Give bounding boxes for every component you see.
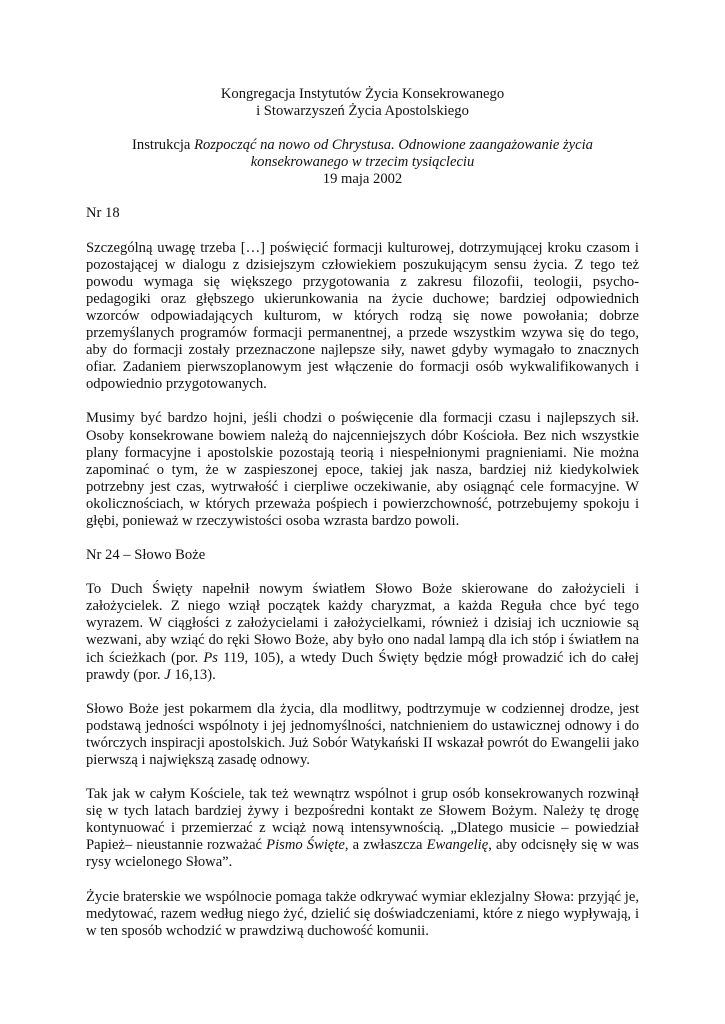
document-date: 19 maja 2002 [322,171,403,188]
organization-name-line-2: i Stowarzyszeń Życia Apostolskiego [256,103,469,120]
psalm-reference: Ps [203,649,218,666]
document-page [86,86,639,940]
document-title-line-1 [86,137,639,154]
section-label-nr24: Nr 24 – Słowo Boże [86,547,206,564]
nr18-paragraph-1: Szczególną uwagę trzeba […] poświęcić formacji kulturowej, dotrzymującej kroku czasom i pozostającej w dialogu z dzisiejszym człowiekiem poszukującym sensu życia. Z tego też powodu wymaga się większego przygotowania z zakresu filozofii, teologii, psycho-pedagogiki oraz głębszego ukierunkowania na życie duchowe; bardziej odpowiednich wzorców odpowiadających kulturom, w których rodzą się nowe powołania; dobrze przemyślanych programów formacji permanentnej, a przede wszystkim wzywa się do tego, aby do formacji zostały przeznaczone najlepsze siły, nawet gdyby wymagało to znacznych ofiar. Zadaniem pierwszoplanowym jest włączenie do formacji osób wykwalifikowanych i odpowiednio przygotowanych. [86,239,639,393]
nr24-paragraph-4: Życie braterskie we wspólnocie pomaga także odkrywać wymiar eklezjalny Słowa: przyjąć je, medytować, razem według niego żyć, dzielić się doświadczeniami, które z niego wypływają, i w ten sposób wchodzić w prawdziwą duchowość komunii. [86,888,639,939]
document-title-line-2 [86,154,639,171]
ewangelie-italic: Ewangelię [426,837,489,854]
document-header [86,86,639,188]
nr24-paragraph-3 [86,786,639,871]
nr24-p3-text-c: , aby odcisnęły się w was rysy wcielonego Słowa”. [86,837,639,871]
pismo-swiete-italic: Pismo Święte [266,837,345,854]
nr24-p1-text-b: 119, 105), a wtedy Duch Święty będzie mógł prowadzić ich do całej prawdy (por. [86,649,639,683]
nr24-p3-text-b: , a zwłaszcza [344,837,427,854]
nr24-paragraph-1 [86,581,639,684]
section-label-nr18: Nr 18 [86,205,120,222]
nr18-paragraph-2: Musimy być bardzo hojni, jeśli chodzi o poświęcenie dla formacji czasu i najlepszych sił. Osoby konsekrowane bowiem należą do najcenniejszych dóbr Kościoła. Bez nich wszystkie plany formacyjne i apostolskie pozostają teorią i niespełnionymi pragnieniami. Nie można zapominać o tym, że w zaspieszonej epoce, takiej jak nasza, bardziej niż kiedykolwiek potrzebny jest czas, wytrwałość i cierpliwe oczekiwanie, aby osiągnąć cele formacyjne. W okolicznościach, w których przeważa pośpiech i powierzchowność, potrzebujemy spokoju i głębi, ponieważ w rzeczywistości osoba wzrasta bardzo powoli. [86,410,639,529]
nr24-p1-text-a: To Duch Święty napełnił nowym światłem Słowo Boże skierowane do założycieli i założycielek. Z niego wziął początek każdy charyzmat, a każda Reguła chce być tego wyrazem. W ciągłości z założycielami i założycielkami, również i dzisiaj ich uczniowie są wezwani, aby wziąć do ręki Słowo Boże, aby było ono nadal lampą dla ich stóp i światłem na ich ścieżkach (por. [86,581,639,666]
document-prefix: Instrukcja [132,137,195,154]
nr24-paragraph-2: Słowo Boże jest pokarmem dla życia, dla modlitwy, podtrzymuje w codziennej drodze, jest podstawą jedności wspólnoty i jej jednomyślności, natchnieniem do ustawicznej odnowy i do twórczych inspiracji apostolskich. Już Sobór Watykański II wskazał powrót do Ewangelii jako pierwszą i największą zasadę odnowy. [86,700,639,768]
organization-name-line-1: Kongregacja Instytutów Życia Konsekrowanego [220,86,505,102]
nr24-p3-text-a: Tak jak w całym Kościele, tak też wewnątrz wspólnot i grup osób konsekrowanych rozwinął się w tych latach bardziej żywy i bezpośredni kontakt ze Słowem Bożym. Należy tę drogę kontynuować i przemierzać z wciąż nową intensywnością. „Dlatego musicie – powiedział Papież– nieustannie rozważać [86,786,639,854]
nr24-p1-text-c: 16,13). [170,666,216,683]
document-title-italic-2: konsekrowanego w trzecim tysiącleciu [250,154,475,171]
john-reference: J [164,666,171,683]
document-title-italic-1: Rozpocząć na nowo od Chrystusa. Odnowione zaangażowanie życia [194,137,593,154]
